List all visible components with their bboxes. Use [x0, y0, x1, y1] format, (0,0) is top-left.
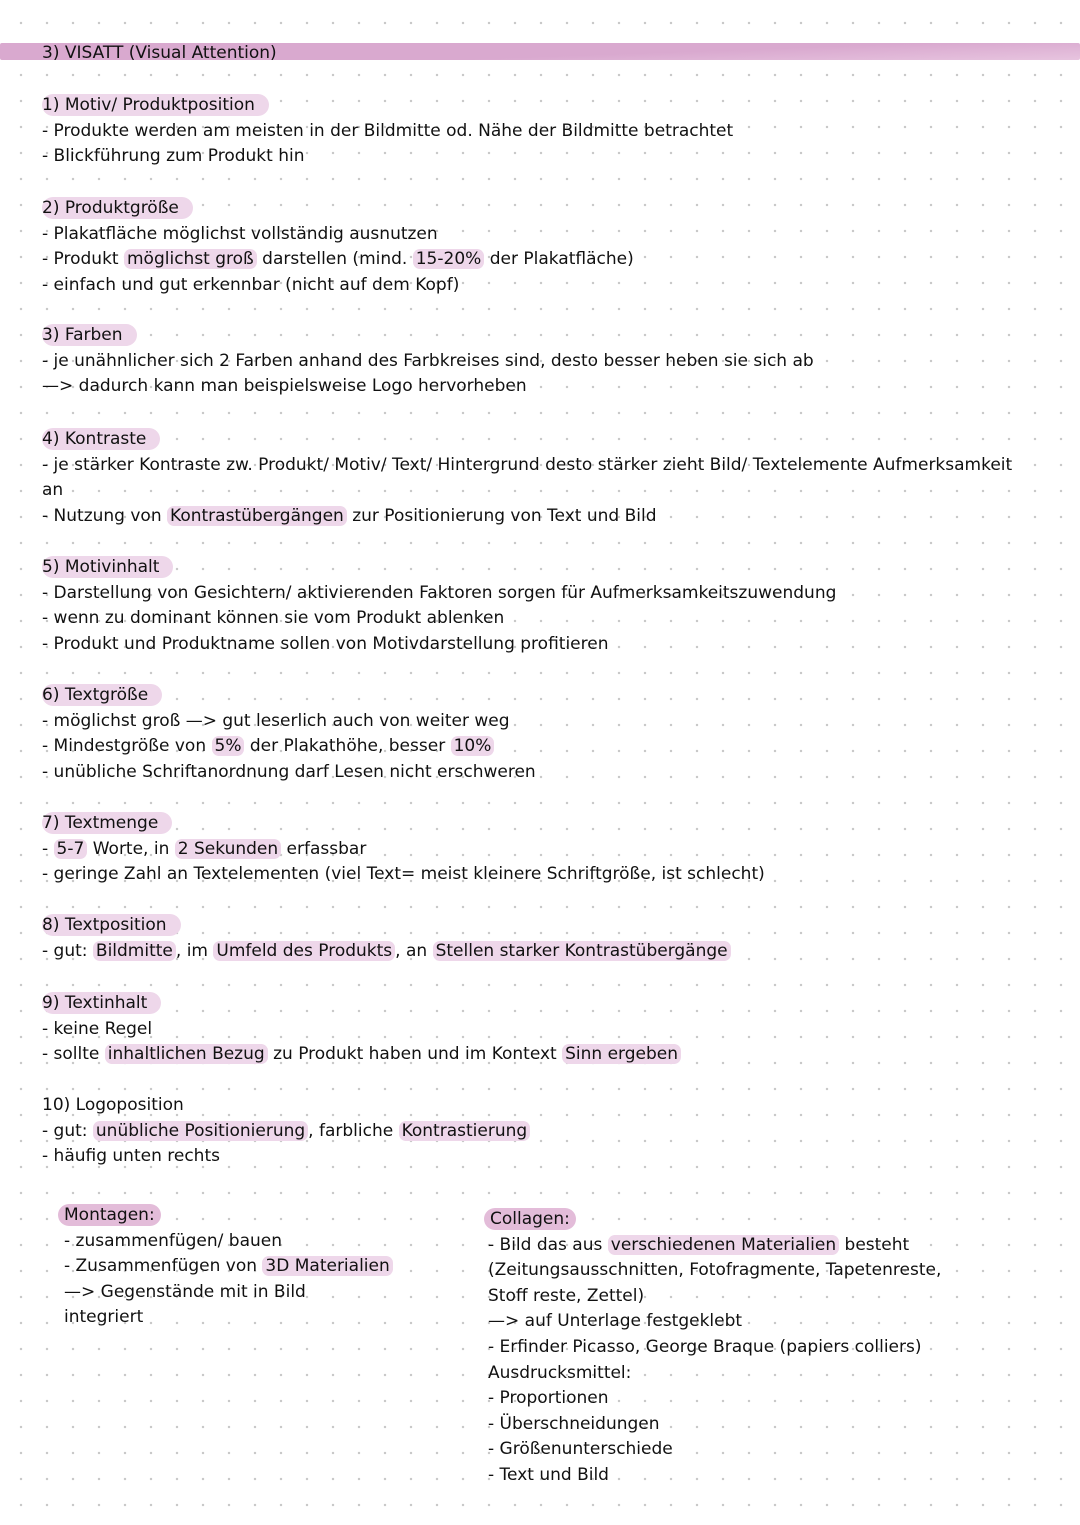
highlighted-text: 2 Sekunden [175, 839, 281, 859]
note-line [488, 1309, 941, 1335]
line-text: , farbliche [308, 1120, 399, 1141]
line-text: - Blickführung zum Produkt hin [42, 146, 305, 167]
note-line [488, 1284, 941, 1310]
note-line [488, 1233, 941, 1259]
note-line [488, 1412, 941, 1438]
note-line [42, 862, 1032, 888]
page-title: 3) VISATT (Visual Attention) [42, 43, 277, 63]
line-text: an [42, 480, 64, 501]
highlighted-text: Kontrastierung [399, 1121, 531, 1141]
section-heading: 10) Logoposition [42, 1095, 184, 1115]
line-text: —> dadurch kann man beispielsweise Logo hervorheben [42, 376, 527, 397]
highlighted-text: 3D Materialien [262, 1256, 392, 1276]
line-text: - je stärker Kontraste zw. Produkt/ Motiv/ Text/ Hintergrund desto stärker zieht Bild/ Textelemente Aufmerksamkeit [42, 454, 1013, 475]
note-line [42, 247, 1032, 273]
section-heading: 6) Textgröße [42, 684, 162, 706]
line-text: zu Produkt haben und im Kontext [267, 1044, 563, 1065]
highlighted-text: Stellen starker Kontrastübergänge [433, 941, 731, 961]
note-line [42, 1119, 1032, 1145]
note-line [42, 1017, 1032, 1043]
line-text: - Nutzung von [42, 505, 168, 526]
line-text: - sollte [42, 1044, 105, 1065]
line-text: erfassbar [281, 838, 367, 859]
line-text: - Plakatfläche möglichst vollständig ausnutzen [42, 223, 438, 244]
note-line [64, 1254, 393, 1280]
section-heading: 4) Kontraste [42, 428, 160, 450]
line-text: , an [395, 940, 433, 961]
montagen-column [62, 1203, 393, 1331]
section-heading: 2) Produktgröße [42, 197, 193, 219]
line-text: der Plakathöhe, besser [244, 736, 451, 757]
highlighted-text: möglichst groß [124, 249, 257, 269]
note-line [42, 760, 1032, 786]
note-line [42, 144, 1032, 170]
note-line [488, 1386, 941, 1412]
section [42, 196, 1032, 298]
line-text: - Text und Bild [488, 1464, 609, 1485]
line-text: - [42, 838, 54, 859]
section-heading: 5) Motivinhalt [42, 556, 173, 578]
note-line [488, 1463, 941, 1489]
section [42, 683, 1032, 785]
line-text: (Zeitungsausschnitten, Fotofragmente, Tapetenreste, [488, 1260, 942, 1281]
line-text: - unübliche Schriftanordnung darf Lesen nicht erschweren [42, 761, 536, 782]
line-text: - möglichst groß —> gut leserlich auch von weiter weg [42, 710, 510, 731]
note-line [64, 1305, 393, 1331]
section-heading: 9) Textinhalt [42, 992, 161, 1014]
highlighted-text: inhaltlichen Bezug [105, 1044, 268, 1064]
section [42, 811, 1032, 888]
highlighted-text: 5% [212, 736, 245, 756]
line-text: , im [175, 940, 214, 961]
note-line [42, 581, 1032, 607]
highlighted-text: 15-20% [413, 249, 485, 269]
line-text: integriert [64, 1307, 144, 1328]
note-line [488, 1361, 941, 1387]
line-text: - Produkte werden am meisten in der Bildmitte od. Nähe der Bildmitte betrachtet [42, 120, 734, 141]
line-text: Worte, in [87, 838, 175, 859]
highlighted-text: 5-7 [54, 839, 88, 859]
note-line [42, 606, 1032, 632]
highlighted-text: Umfeld des Produkts [213, 941, 395, 961]
section [42, 427, 1032, 529]
highlighted-text: Kontrastübergängen [167, 506, 347, 526]
line-text: Ausdrucksmittel: [488, 1362, 632, 1383]
highlighted-text: Bildmitte [93, 941, 176, 961]
line-text: - Zusammenfügen von [64, 1256, 263, 1277]
note-line [42, 632, 1032, 658]
line-text: - häufig unten rechts [42, 1146, 220, 1167]
line-text: der Plakatfläche) [484, 249, 634, 270]
section [42, 1093, 1032, 1170]
section [42, 323, 1032, 400]
line-text: - zusammenfügen/ bauen [64, 1230, 282, 1251]
highlighted-text: 10% [451, 736, 495, 756]
section-heading: 3) Farben [42, 324, 137, 346]
collagen-heading: Collagen: [484, 1208, 576, 1230]
section [42, 93, 1032, 170]
montagen-list [62, 1229, 393, 1331]
note-line [42, 939, 1032, 965]
montagen-heading: Montagen: [58, 1204, 161, 1226]
note-line [42, 119, 1032, 145]
note-line [42, 478, 1032, 504]
line-text: Stoff reste, Zettel) [488, 1285, 645, 1306]
line-text: darstellen (mind. [256, 249, 413, 270]
line-text: - gut: [42, 1120, 93, 1141]
line-text: - Erfinder Picasso, George Braque (papiers colliers) [488, 1336, 922, 1357]
line-text: - Größenunterschiede [488, 1439, 673, 1460]
line-text: —> Gegenstände mit in Bild [64, 1281, 306, 1302]
note-line [42, 837, 1032, 863]
note-line [42, 1144, 1032, 1170]
section-heading: 8) Textposition [42, 914, 181, 936]
highlighted-text: Sinn ergeben [562, 1044, 681, 1064]
section-heading: 1) Motiv/ Produktposition [42, 94, 269, 116]
line-text: - Überschneidungen [488, 1413, 660, 1434]
line-text: - Produkt [42, 249, 124, 270]
line-text: - geringe Zahl an Textelementen (viel Text= meist kleinere Schriftgröße, ist schlecht) [42, 864, 765, 885]
note-line [488, 1335, 941, 1361]
section [42, 555, 1032, 657]
note-line [42, 504, 1032, 530]
note-line [42, 222, 1032, 248]
note-line [42, 734, 1032, 760]
line-text: - Darstellung von Gesichtern/ aktivierenden Faktoren sorgen für Aufmerksamkeitszuwendung [42, 582, 837, 603]
note-line [42, 1042, 1032, 1068]
note-line [42, 453, 1032, 479]
line-text: - Mindestgröße von [42, 736, 212, 757]
section-heading: 7) Textmenge [42, 812, 172, 834]
line-text: - Produkt und Produktname sollen von Motivdarstellung profitieren [42, 633, 609, 654]
note-line [42, 374, 1032, 400]
line-text: - je unähnlicher sich 2 Farben anhand des Farbkreises sind, desto besser heben sie sich ab [42, 350, 814, 371]
line-text: zur Positionierung von Text und Bild [346, 505, 657, 526]
note-line [488, 1437, 941, 1463]
collagen-list [488, 1233, 941, 1489]
collagen-column [488, 1207, 941, 1489]
line-text: - Bild das aus [488, 1234, 608, 1255]
note-line [64, 1280, 393, 1306]
note-line [488, 1258, 941, 1284]
line-text: - gut: [42, 940, 93, 961]
highlighted-text: verschiedenen Materialien [608, 1235, 839, 1255]
highlighted-text: unübliche Positionierung [93, 1121, 308, 1141]
line-text: - keine Regel [42, 1018, 153, 1039]
line-text: - Proportionen [488, 1388, 609, 1409]
section [42, 991, 1032, 1068]
line-text: —> auf Unterlage festgeklebt [488, 1311, 743, 1332]
line-text: besteht [839, 1234, 910, 1255]
note-line [42, 709, 1032, 735]
note-line [64, 1229, 393, 1255]
note-line [42, 349, 1032, 375]
note-line [42, 273, 1032, 299]
line-text: - einfach und gut erkennbar (nicht auf dem Kopf) [42, 274, 460, 295]
section [42, 913, 1032, 964]
line-text: - wenn zu dominant können sie vom Produkt ablenken [42, 608, 505, 629]
